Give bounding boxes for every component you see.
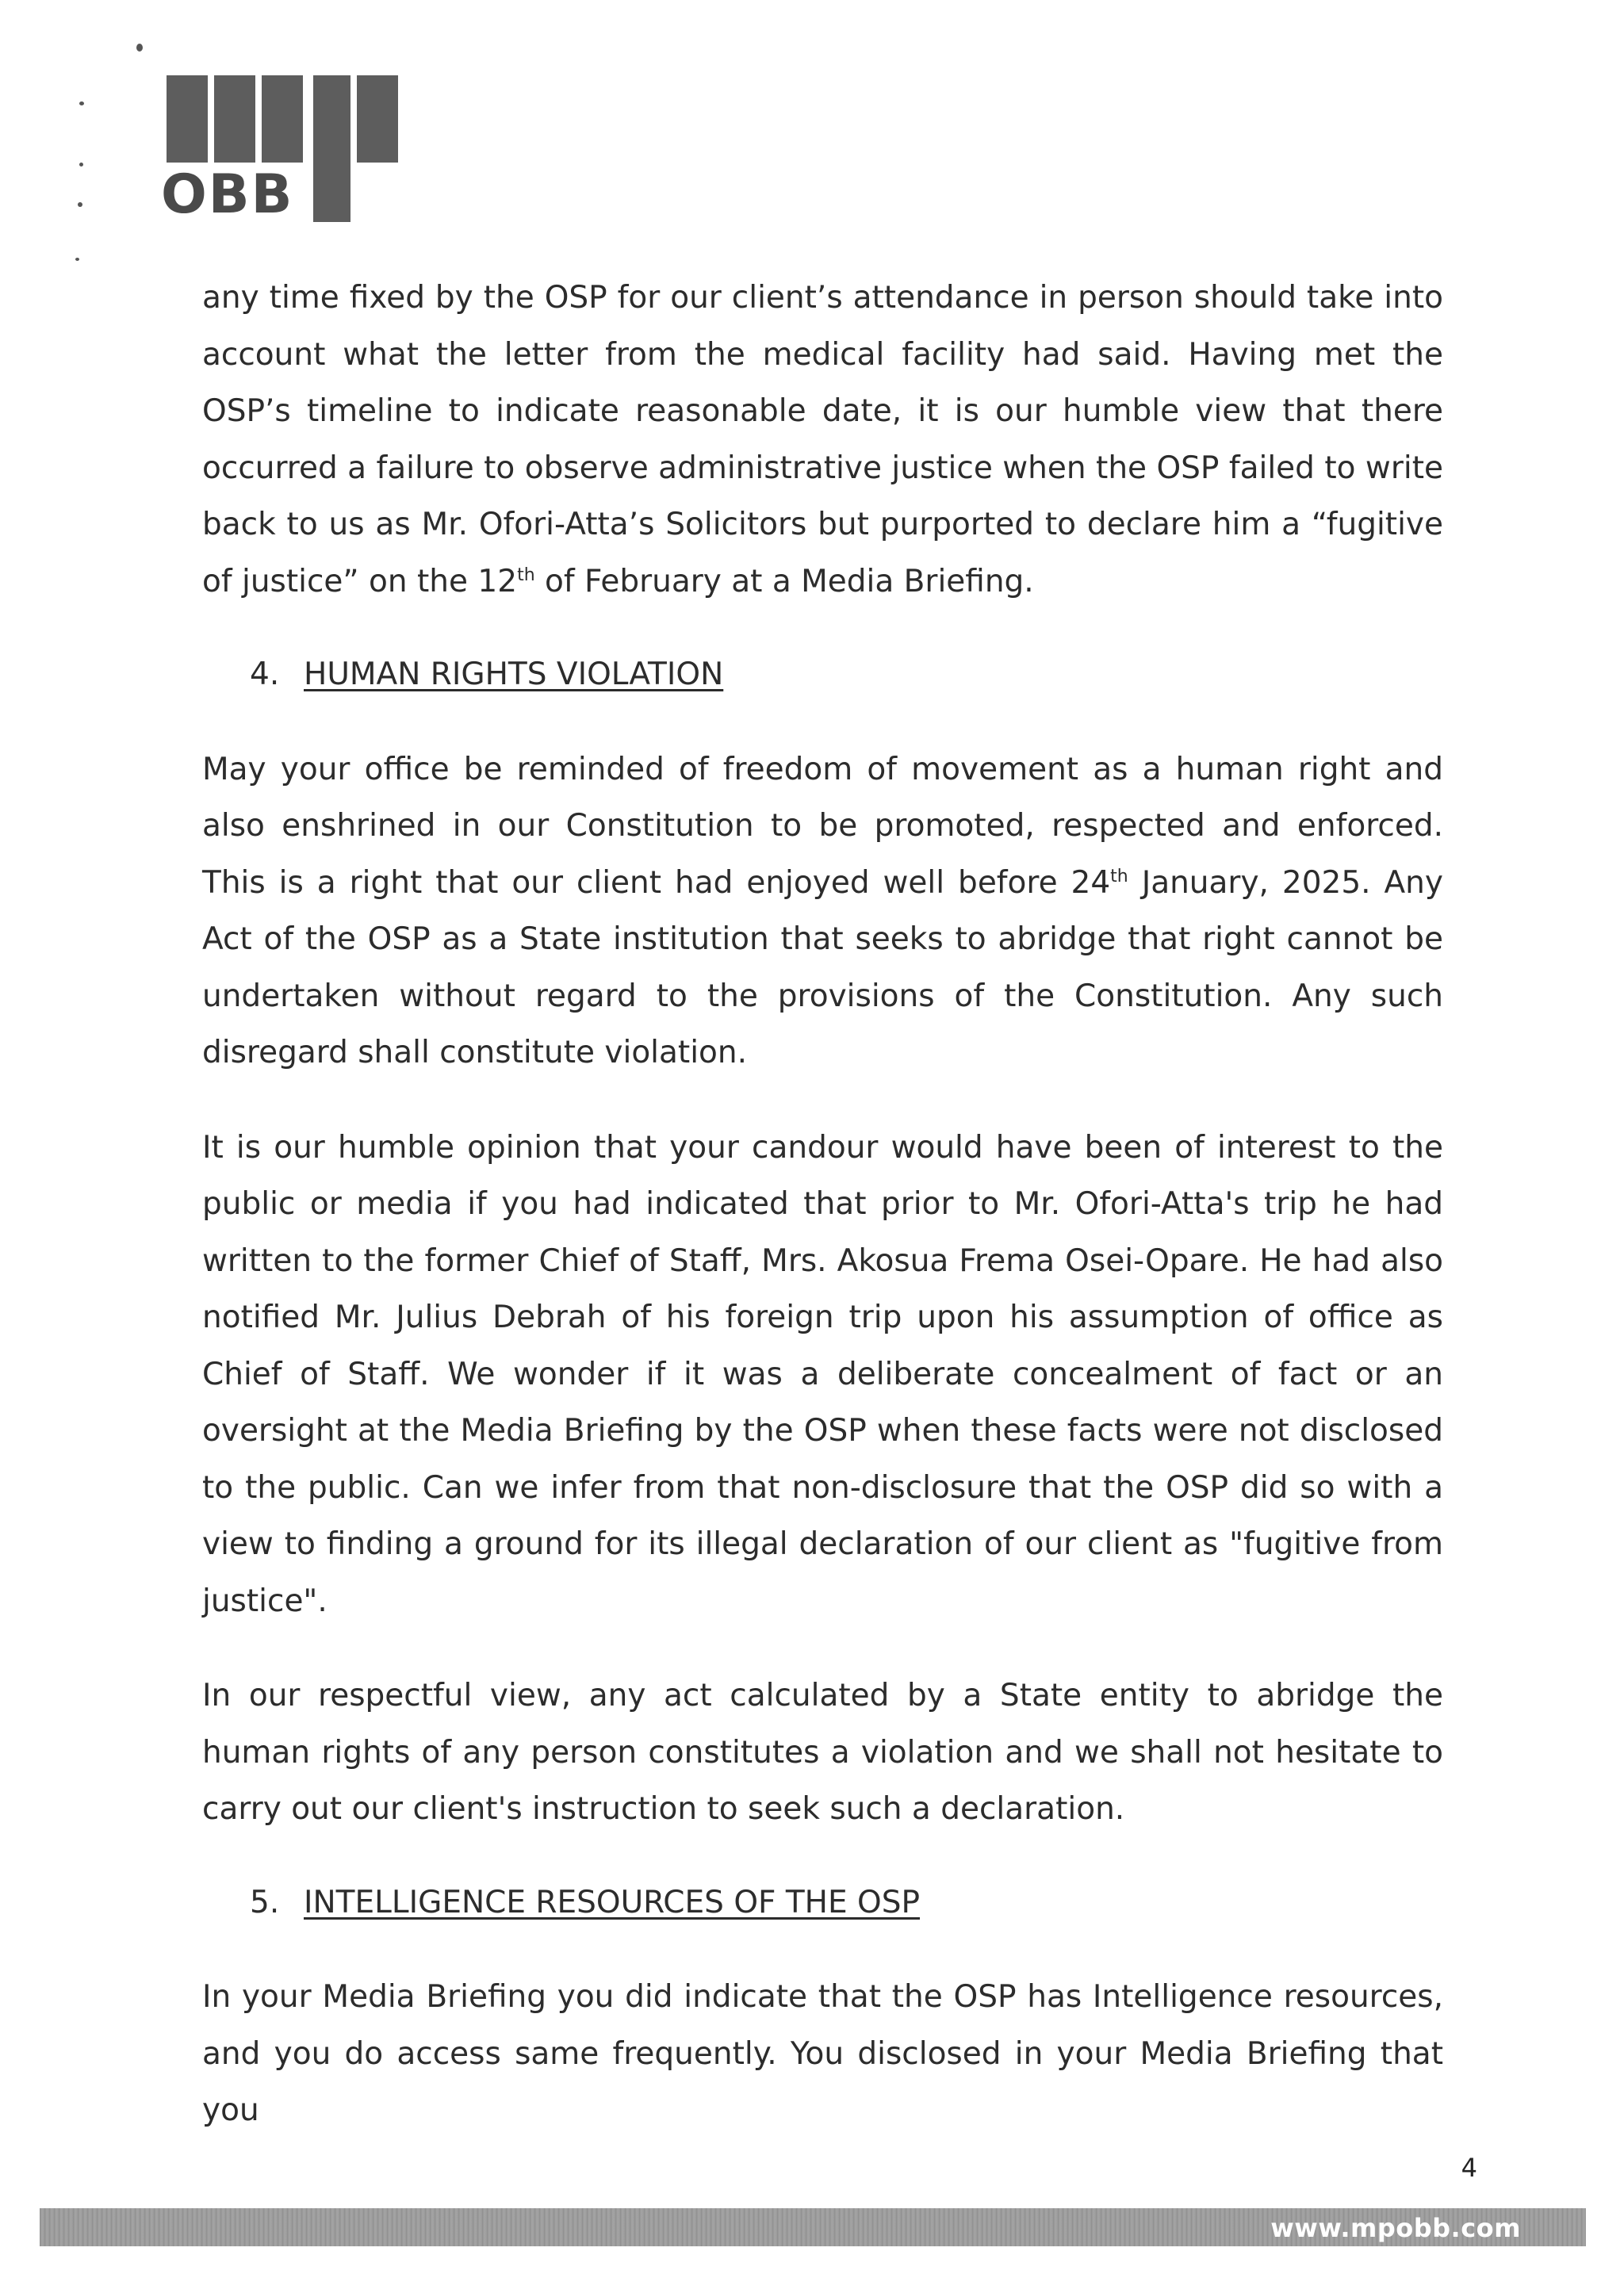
- paragraph: any time fixed by the OSP for our client’s attendance in person should take into account what the letter from the medical facility had said. Having met the OSP’s timeline to indicate reasonable date, it is our humble view that there occurred a failure to observe administrative justice when the OSP failed to write back to us as Mr. Ofori-Atta’s Solicitors but purported to declare him a “fugitive of justice” on the 12th of February at a Media Briefing.: [202, 280, 1443, 599]
- letter-body: [202, 270, 1443, 2139]
- logo-bar: [167, 75, 208, 163]
- logo-bar: [214, 75, 255, 163]
- logo-bar: [357, 75, 398, 163]
- scan-speck: [79, 101, 84, 105]
- scan-speck: [79, 163, 83, 167]
- paragraph: May your office be reminded of freedom of movement as a human right and also enshrined in our Constitution to be promoted, respected and enforced. This is a right that our client had enjoyed well before 24th January, 2025. Any Act of the OSP as a State institution that seeks to abridge that right cannot be undertaken without regard to the provisions of the Constitution. Any such disregard shall constitute violation.: [202, 751, 1443, 1070]
- paragraph: In your Media Briefing you did indicate that the OSP has Intelligence resources, and you do access same frequently. You disclosed in your Media Briefing that you: [202, 1979, 1443, 2128]
- page-number: 4: [1461, 2153, 1477, 2183]
- scan-speck: [75, 258, 79, 261]
- scan-speck: [136, 44, 143, 52]
- logo-bar: [262, 75, 303, 163]
- footer-website: www.mpobb.com: [1270, 2213, 1521, 2243]
- paragraph: In our respectful view, any act calculated by a State entity to abridge the human rights of any person constitutes a violation and we shall not hesitate to carry out our client's instruction to seek such a declaration.: [202, 1678, 1443, 1827]
- scan-speck: [78, 202, 82, 207]
- logo-text: OBB: [161, 163, 294, 226]
- paragraph: It is our humble opinion that your candour would have been of interest to the public or media if you had indicated that prior to Mr. Ofori-Atta's trip he had written to the former Chief of Staff, Mrs. Akosua Frema Osei-Opare. He had also notified Mr. Julius Debrah of his foreign trip upon his assumption of office as Chief of Staff. We wonder if it was a deliberate concealment of fact or an oversight at the Media Briefing by the OSP when these facts were not disclosed to the public. Can we infer from that non-disclosure that the OSP did so with a view to finding a ground for its illegal declaration of our client as "fugitive from justice".: [202, 1129, 1443, 1619]
- logo-bar: [313, 75, 350, 222]
- section-heading: 4. HUMAN RIGHTS VIOLATION: [250, 657, 724, 692]
- section-heading: 5. INTELLIGENCE RESOURCES OF THE OSP: [250, 1884, 921, 1920]
